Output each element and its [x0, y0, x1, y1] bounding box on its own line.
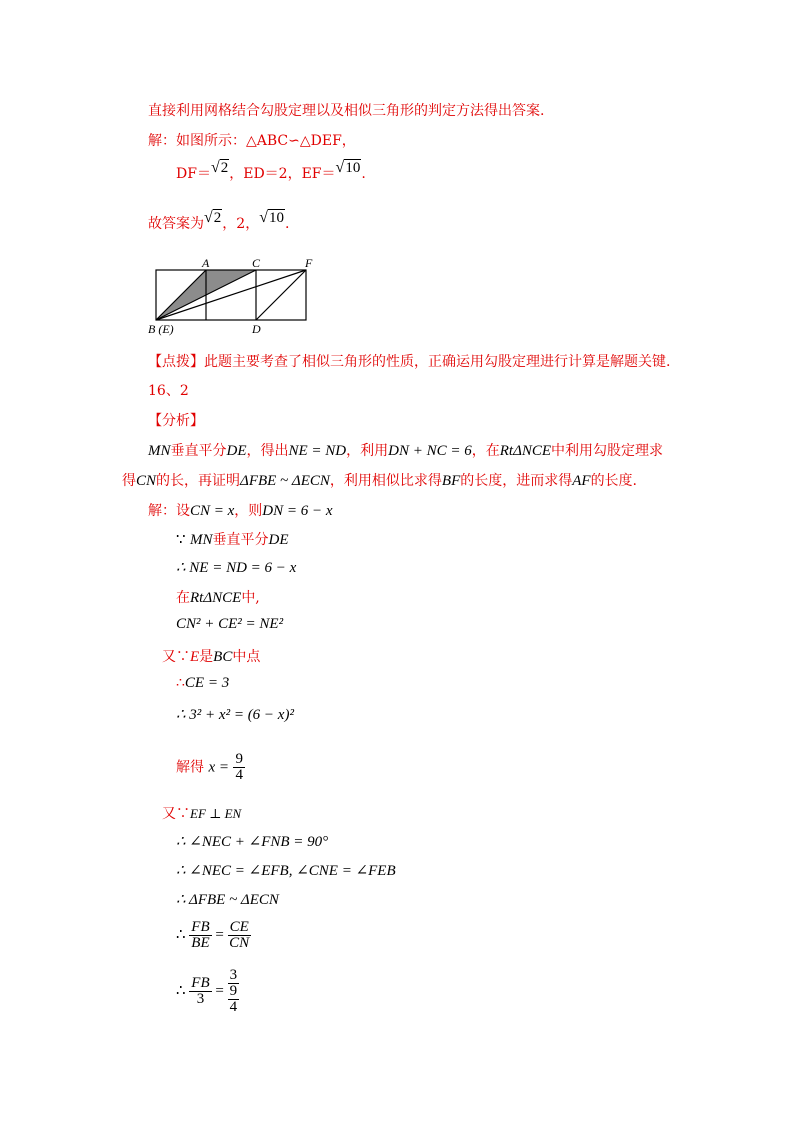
math-cn: CN [136, 473, 157, 489]
fraction-ce-cn: $\frac{CE}{CN}$ [229, 919, 250, 951]
step-10: 又∵EF ⊥ EN [162, 806, 242, 822]
label-a: A [202, 256, 210, 270]
math-af: AF [572, 473, 591, 489]
question-number: 16、2 [148, 383, 189, 399]
step-13: ∴ ΔFBE ~ ΔECN [176, 892, 279, 908]
label-c: C [252, 256, 261, 270]
label-be: B (E) [148, 322, 174, 336]
answer-sqrt-3: √10 [259, 209, 284, 226]
lengths-line [176, 159, 366, 183]
ef-sqrt: √10 [335, 159, 361, 176]
analysis-label: 【分析】 [148, 413, 204, 429]
analysis-line-1: MN垂直平分DE，得出NE = ND，利用DN + NC = 6，在RtΔNCE中利用勾股定理求 [148, 443, 664, 459]
solution-label: 解：如图所示： [148, 133, 246, 149]
math-de: DE [226, 443, 247, 459]
step-6: 又∵E是BC中点 [162, 649, 261, 665]
answer-line [148, 209, 290, 233]
fraction-9-4: $\frac{9}{4}$ [235, 751, 243, 783]
step-15: ∴ $\frac{FB}{3}$ = 3 9 4 [176, 967, 238, 1015]
intro-text: 直接利用网格结合勾股定理以及相似三角形的判定方法得出答案. [148, 103, 545, 119]
math-bf: BF [441, 473, 461, 489]
math-mn: MN [148, 443, 171, 459]
fraction-3-over-9-4: 3 9 4 [229, 967, 238, 1015]
math-ne-nd: NE = ND [288, 443, 347, 459]
step-14: ∴ $\frac{FB}{BE}$ = $\frac{CE}{CN}$ [176, 919, 250, 951]
step-2: ∵ MN垂直平分DE [176, 532, 289, 548]
step-12: ∴ ∠NEC = ∠EFB, ∠CNE = ∠FEB [176, 863, 396, 879]
step-4: 在RtΔNCE中, [176, 590, 260, 606]
step-7: ∴CE = 3 [176, 675, 230, 691]
math-rt-nce: RtΔNCE [499, 443, 552, 459]
answer-end: . [284, 216, 290, 232]
answer-prefix: 故答案为 [148, 216, 204, 232]
math-similar: ΔFBE ~ ΔECN [240, 473, 330, 489]
segment-df [256, 270, 306, 320]
step-3: ∴ NE = ND = 6 − x [176, 560, 297, 576]
tip-text: 【点拨】此题主要考查了相似三角形的性质，正确运用勾股定理进行计算是解题关键. [148, 354, 671, 370]
fraction-fb-3: $\frac{FB}{3}$ [191, 975, 210, 1007]
answer-mid: ，2， [222, 216, 260, 232]
step-5: CN² + CE² = NE² [176, 616, 284, 632]
lengths-end: . [361, 166, 366, 182]
step-1: 解：设CN = x，则DN = 6 − x [148, 503, 333, 519]
answer-sqrt-1: √2 [204, 209, 222, 226]
analysis-line-2: 得CN的长，再证明ΔFBE ~ ΔECN，利用相似比求得BF的长度，进而求得AF的长度. [122, 473, 638, 489]
df-sqrt: √2 [210, 159, 229, 176]
step-9: 解得 x = $\frac{9}{4}$ [176, 751, 243, 783]
similarity-relation: △ABC∽△DEF， [246, 133, 356, 149]
ed-part: ，ED＝2，EF＝ [229, 166, 336, 182]
solution-line-1 [148, 130, 356, 150]
math-dn-nc: DN + NC = 6 [388, 443, 472, 459]
label-f: F [305, 256, 313, 270]
step-8: ∴ 3² + x² = (6 − x)² [176, 707, 294, 723]
grid-figure [146, 254, 326, 338]
df-label: DF＝ [176, 166, 211, 182]
step-11: ∴ ∠NEC + ∠FNB = 90° [176, 834, 329, 850]
fraction-fb-be: $\frac{FB}{BE}$ [191, 919, 210, 951]
label-d: D [252, 322, 261, 336]
